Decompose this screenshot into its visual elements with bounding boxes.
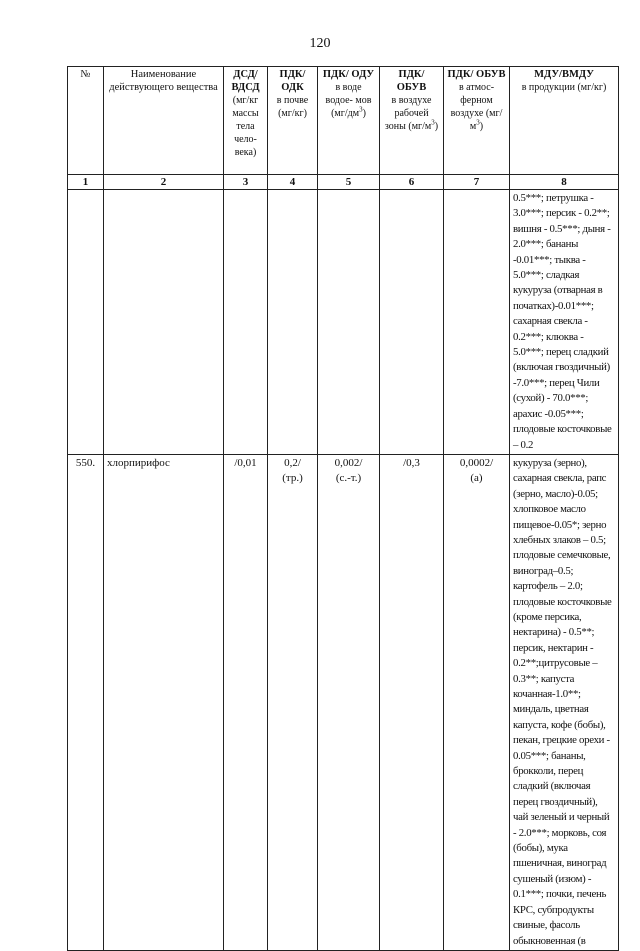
pdk-soil-note: (тр.) — [282, 472, 303, 485]
header-pdk-air-work: ПДК/ ОБУВ в воздухе рабочей зоны $(мг/м^3)$ — [380, 67, 444, 175]
pdk-water-value: 0,002/ — [334, 456, 363, 469]
pdk-air-atm-value: 0,0002/ — [459, 456, 494, 469]
column-number: 2 — [104, 175, 224, 190]
header-pdk-air-atm: ПДК/ ОБУВ в атмос- ферном воздухе $(мг/м^3)$ — [444, 67, 510, 175]
pdk-air-atm-cell — [444, 454, 510, 950]
pdk-air-work-value: /0,3 — [380, 454, 444, 950]
pdk-soil-value — [268, 190, 318, 455]
header-mdu: МДУ/ВМДУ в продукции (мг/кг) — [510, 67, 619, 175]
pdk-air-atm-note: (а) — [470, 472, 483, 485]
column-number: 1 — [68, 175, 104, 190]
column-number: 4 — [268, 175, 318, 190]
dsd-value — [224, 190, 268, 455]
mdu-value: 0.5***; петрушка - 3.0***; персик - 0.2**; вишня - 0.5***; дыня - 2.0***; бананы -0.01***; тыква - 5.0***; сладкая кукуруза (отварная в початках)-0.01***; сахарная свекла - 0.2***; клюква - 5.0***; перец сладкий (включая гвоздичный) -7.0***; перец Чили (сухой) - 70.0***; арахис -0.05***; плодовые косточковые – 0.2 — [510, 190, 619, 455]
substance-table — [67, 66, 619, 951]
header-dsd: ДСД/ ВДСД (мг/кг массы тела чело- века) — [224, 67, 268, 175]
header-substance-name: Наименование действующего вещества — [104, 67, 224, 175]
pdk-water-value — [318, 190, 380, 455]
pdk-soil-cell — [268, 454, 318, 950]
column-number: 3 — [224, 175, 268, 190]
column-number: 5 — [318, 175, 380, 190]
pdk-water-cell — [318, 454, 380, 950]
header-number: № — [68, 67, 104, 175]
header-row — [68, 67, 619, 175]
header-pdk-soil: ПДК/ ОДК в почве (мг/кг) — [268, 67, 318, 175]
column-number: 7 — [444, 175, 510, 190]
column-number: 8 — [510, 175, 619, 190]
row-number — [68, 190, 104, 455]
table-row-chlorpyrifos — [68, 454, 619, 950]
substance-name — [104, 190, 224, 455]
pdk-water-note: (с.-т.) — [335, 472, 362, 485]
column-number-row — [68, 175, 619, 190]
substance-name: хлорпирифос — [104, 454, 224, 950]
page-number: 120 — [309, 36, 331, 51]
pdk-air-atm-value — [444, 190, 510, 455]
row-number: 550. — [68, 454, 104, 950]
table-row-continuation — [68, 190, 619, 455]
column-number: 6 — [380, 175, 444, 190]
pdk-soil-value: 0,2/ — [284, 456, 301, 469]
pdk-air-work-value — [380, 190, 444, 455]
dsd-value: /0,01 — [224, 454, 268, 950]
mdu-value: кукуруза (зерно), сахарная свекла, рапс (зерно, масло)-0.05; хлопковое масло пищевое-0.05*; зерно хлебных злаков – 0.5; плодовые семечковые, виноград–0.5; картофель – 2.0; плодовые косточковые (кроме персика, нектарина) - 0.5**; персик, нектарин - 0.2**;цитрусовые – 0.3**; капуста кочанная-1.0**; миндаль, цветная капуста, кофе (бобы), пекан, грецкие орехи - 0.05***; бананы, брокколи, перец сладкий (включая перец гвоздичный), чай зеленый и черный - 2.0***; морковь, соя (бобы), мука пшеничная, виноград сушеный (изюм) - 0.1***; почки, печень КРС, субпродукты свиные, фасоль обыкновенная (в — [510, 454, 619, 950]
header-pdk-water: ПДК/ ОДУ в воде водое- мов $(мг/дм^3)$ — [318, 67, 380, 175]
